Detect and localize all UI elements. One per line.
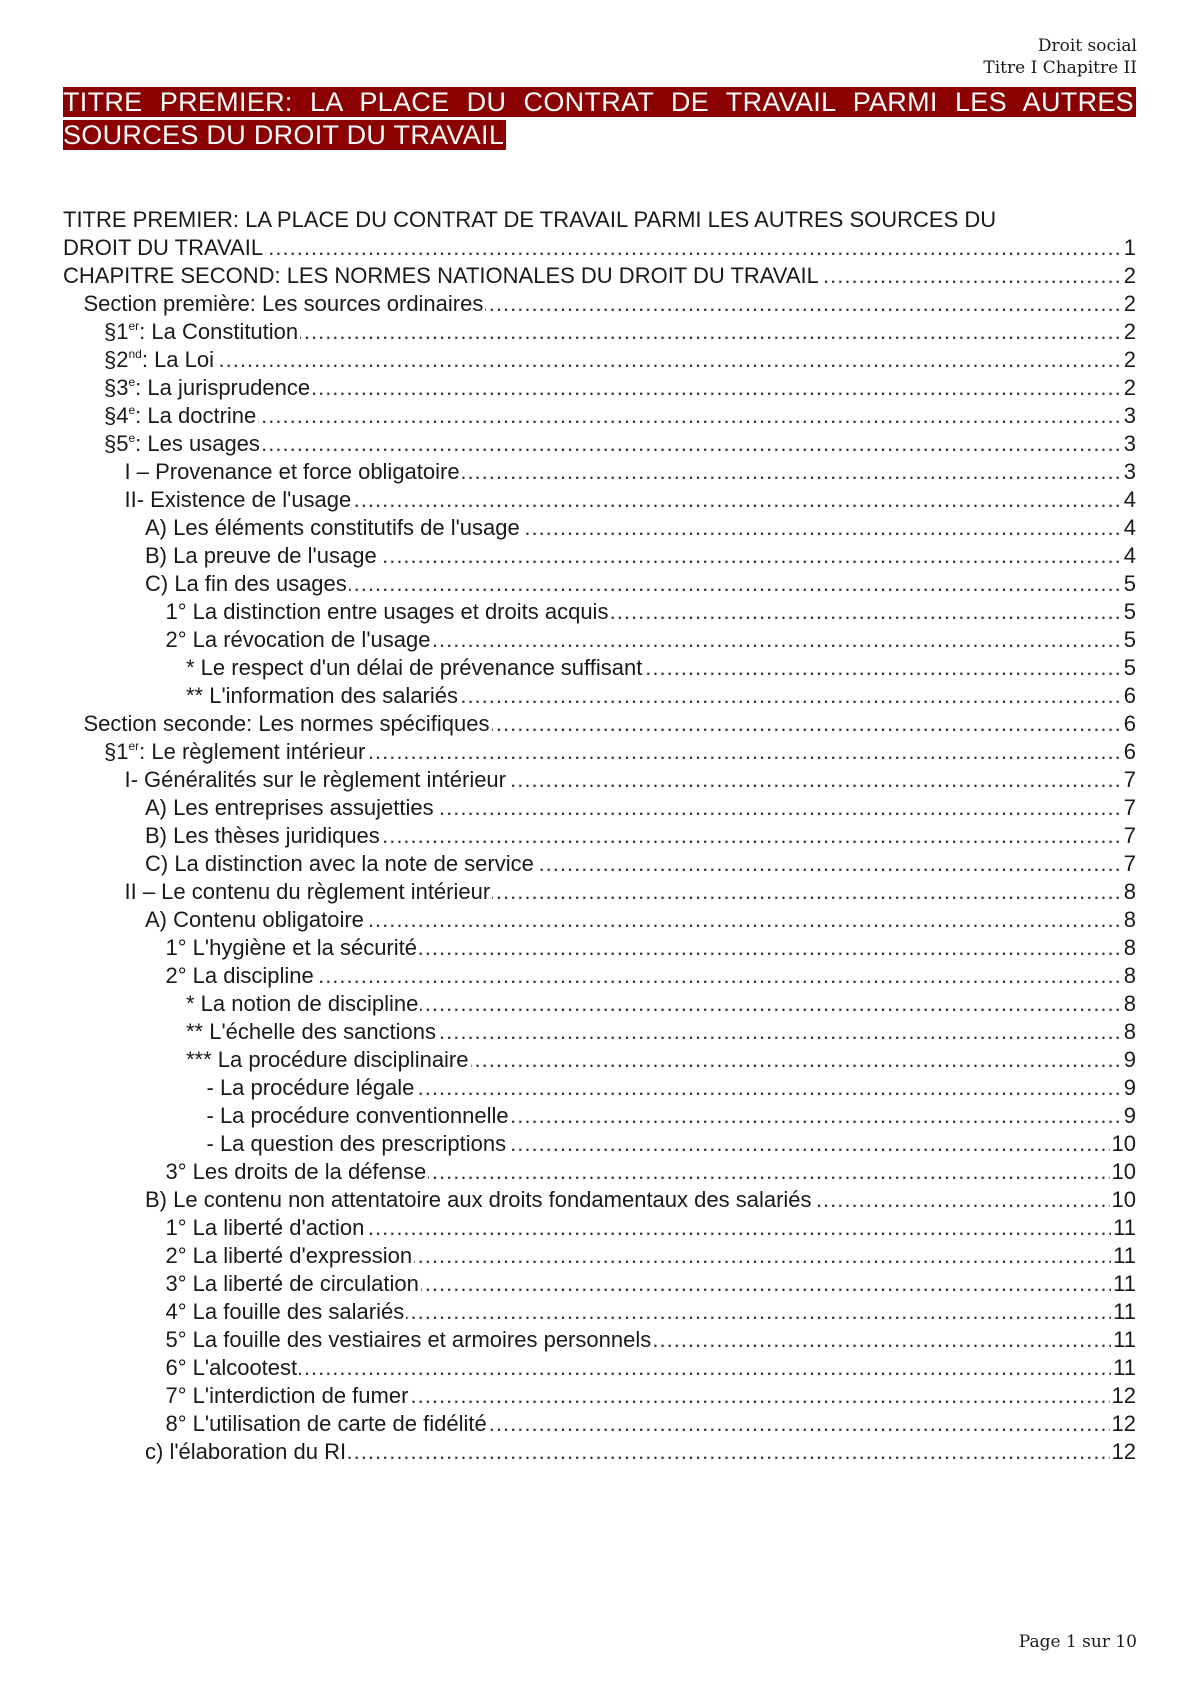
main-title-text: TITRE PREMIER: LA PLACE DU CONTRAT DE TRAVAIL PARMI LES AUTRES SOURCES DU DROIT DU TRAVAIL xyxy=(63,87,1134,150)
toc-entry-page: 9 xyxy=(1123,1103,1136,1128)
toc-entry-page: 12 xyxy=(1111,1411,1136,1436)
toc-entry-label: 1° La distinction entre usages et droits acquis xyxy=(165,599,609,624)
toc-entry[interactable] xyxy=(63,1410,1136,1438)
toc-entry-label: §1er: La Constitution xyxy=(104,319,299,344)
toc-entry-page: 4 xyxy=(1123,515,1136,540)
toc-entry-label: ** L'information des salariés xyxy=(186,683,459,708)
toc-entry-label: - La question des prescriptions xyxy=(206,1131,507,1156)
toc-entry-page: 3 xyxy=(1123,431,1136,456)
toc-entry-page: 7 xyxy=(1123,823,1136,848)
toc-entry-page: 9 xyxy=(1123,1047,1136,1072)
toc-entry-label: *** La procédure disciplinaire xyxy=(186,1047,469,1072)
toc-entry[interactable] xyxy=(63,1130,1136,1158)
toc-entry-page: 5 xyxy=(1123,627,1136,652)
toc-entry-page: 5 xyxy=(1123,599,1136,624)
toc-entry[interactable] xyxy=(63,486,1136,514)
toc-entry-page: 7 xyxy=(1123,795,1136,820)
toc-entry-page: 12 xyxy=(1111,1439,1136,1464)
toc-entry-page: 3 xyxy=(1123,459,1136,484)
toc-entry-page: 4 xyxy=(1123,543,1136,568)
toc-entry[interactable] xyxy=(63,1326,1136,1354)
toc-entry-label: I – Provenance et force obligatoire xyxy=(124,459,460,484)
toc-entry[interactable] xyxy=(63,766,1136,794)
toc-entry-label: C) La distinction avec la note de service xyxy=(145,851,534,876)
toc-entry-page: 11 xyxy=(1113,1215,1136,1240)
toc-entry[interactable] xyxy=(63,346,1136,374)
toc-entry[interactable] xyxy=(63,430,1136,458)
toc-entry-label: B) La preuve de l'usage xyxy=(145,543,377,568)
toc-entry[interactable] xyxy=(63,290,1136,318)
toc-entry-label: - La procédure légale xyxy=(206,1075,415,1100)
toc-entry-page: 11 xyxy=(1113,1299,1136,1324)
page-number: Page 1 sur 10 xyxy=(1018,1632,1137,1652)
toc-entry-page: 2 xyxy=(1123,375,1136,400)
toc-entry[interactable] xyxy=(63,1298,1136,1326)
toc-entry[interactable] xyxy=(63,374,1136,402)
toc-entry-label: §4e: La doctrine xyxy=(104,403,257,428)
toc-entry[interactable] xyxy=(63,1074,1136,1102)
toc-entry-label: 3° Les droits de la défense xyxy=(165,1159,427,1184)
toc-entry[interactable] xyxy=(63,458,1136,486)
toc-entry[interactable] xyxy=(63,598,1136,626)
toc-entry-label: 2° La révocation de l'usage xyxy=(165,627,431,652)
toc-entry[interactable] xyxy=(63,1242,1136,1270)
toc-entry-page: 5 xyxy=(1123,571,1136,596)
toc-entry[interactable] xyxy=(63,206,1136,262)
toc-entry-page: 10 xyxy=(1111,1131,1136,1156)
main-title xyxy=(63,86,1136,152)
toc-entry-line-2: DROIT DU TRAVAIL xyxy=(63,235,264,260)
toc-entry-page: 1 xyxy=(1123,235,1136,260)
toc-entry[interactable] xyxy=(63,906,1136,934)
toc-entry-label: CHAPITRE SECOND: LES NORMES NATIONALES DU DROIT DU TRAVAIL xyxy=(63,263,819,288)
toc-entry-label: A) Contenu obligatoire xyxy=(145,907,364,932)
toc-entry-label: II – Le contenu du règlement intérieur xyxy=(124,879,491,904)
toc-entry[interactable] xyxy=(63,710,1136,738)
toc-entry[interactable] xyxy=(63,1354,1136,1382)
toc-entry[interactable] xyxy=(63,794,1136,822)
header-line-1: Droit social xyxy=(1037,36,1137,56)
toc-entry-page: 8 xyxy=(1123,991,1136,1016)
toc-entry-page: 11 xyxy=(1113,1327,1136,1352)
toc-entry[interactable] xyxy=(63,1438,1136,1466)
toc-entry-line-1: TITRE PREMIER: LA PLACE DU CONTRAT DE TRAVAIL PARMI LES AUTRES SOURCES DU xyxy=(63,207,997,232)
toc-entry-page: 2 xyxy=(1123,291,1136,316)
toc-entry-label: C) La fin des usages xyxy=(145,571,347,596)
toc-entry-label: §5e: Les usages xyxy=(104,431,260,456)
toc-entry-label: - La procédure conventionnelle xyxy=(206,1103,509,1128)
toc-entry-label: 3° La liberté de circulation xyxy=(165,1271,419,1296)
toc-entry-label: 2° La liberté d'expression xyxy=(165,1243,413,1268)
toc-entry-page: 10 xyxy=(1111,1187,1136,1212)
toc-entry-page: 8 xyxy=(1123,907,1136,932)
toc-entry-label: B) Les thèses juridiques xyxy=(145,823,380,848)
running-header xyxy=(983,35,1137,79)
toc-entry[interactable] xyxy=(63,262,1136,290)
toc-entry-label: 7° L'interdiction de fumer xyxy=(165,1383,409,1408)
toc-entry-label: ** L'échelle des sanctions xyxy=(186,1019,437,1044)
toc-entry-page: 4 xyxy=(1123,487,1136,512)
toc-entry-label: A) Les éléments constitutifs de l'usage xyxy=(145,515,520,540)
toc-entry-page: 2 xyxy=(1123,347,1136,372)
toc-entry[interactable] xyxy=(63,822,1136,850)
toc-entry-page: 2 xyxy=(1123,319,1136,344)
toc-entry-page: 8 xyxy=(1123,879,1136,904)
header-line-2: Titre I Chapitre II xyxy=(983,58,1137,78)
toc-entry-page: 8 xyxy=(1123,1019,1136,1044)
toc-entry-label: §1er: Le règlement intérieur xyxy=(104,739,366,764)
toc-entry-label: 6° L'alcootest xyxy=(165,1355,298,1380)
toc-entry-page: 7 xyxy=(1123,767,1136,792)
toc-entry-label: §2nd: La Loi xyxy=(104,347,215,372)
toc-entry[interactable] xyxy=(63,962,1136,990)
toc-entry-page: 12 xyxy=(1111,1383,1136,1408)
toc-entry-label: 2° La discipline xyxy=(165,963,314,988)
toc-entry-label: * La notion de discipline xyxy=(186,991,419,1016)
toc-entry-label: A) Les entreprises assujetties xyxy=(145,795,434,820)
toc-entry-page: 10 xyxy=(1111,1159,1136,1184)
toc-entry-page: 7 xyxy=(1123,851,1136,876)
toc-entry[interactable] xyxy=(63,682,1136,710)
toc-entry[interactable] xyxy=(63,850,1136,878)
toc-entry[interactable] xyxy=(63,514,1136,542)
toc-entry-label: 1° La liberté d'action xyxy=(165,1215,365,1240)
toc-entry[interactable] xyxy=(63,1158,1136,1186)
toc-entry-page: 8 xyxy=(1123,935,1136,960)
toc-entry-page: 6 xyxy=(1123,683,1136,708)
toc-entry-page: 11 xyxy=(1113,1271,1136,1296)
toc-entry[interactable] xyxy=(63,1046,1136,1074)
toc-entry[interactable] xyxy=(63,1382,1136,1410)
toc-entry-label: c) l'élaboration du RI xyxy=(145,1439,347,1464)
toc-entry-page: 8 xyxy=(1123,963,1136,988)
toc-entry[interactable] xyxy=(63,878,1136,906)
toc-entry-page: 6 xyxy=(1123,739,1136,764)
toc-entry-label: I- Généralités sur le règlement intérieur xyxy=(124,767,506,792)
toc-entry-label: II- Existence de l'usage xyxy=(124,487,352,512)
toc-entry-label: * Le respect d'un délai de prévenance suffisant xyxy=(186,655,643,680)
toc-entry-label: 8° L'utilisation de carte de fidélité xyxy=(165,1411,487,1436)
toc-entry-label: Section seconde: Les normes spécifiques xyxy=(83,711,490,736)
toc-entry-page: 11 xyxy=(1113,1243,1136,1268)
toc-entry-label: 5° La fouille des vestiaires et armoires personnels xyxy=(165,1327,652,1352)
toc-entry-label: 1° L'hygiène et la sécurité xyxy=(165,935,417,960)
toc-entry-label: B) Le contenu non attentatoire aux droits fondamentaux des salariés xyxy=(145,1187,812,1212)
toc-entry[interactable] xyxy=(63,1214,1136,1242)
toc-entry-label xyxy=(63,206,1136,262)
toc-entry[interactable] xyxy=(63,1186,1136,1214)
toc-entry[interactable] xyxy=(63,542,1136,570)
toc-entry-page: 2 xyxy=(1123,263,1136,288)
toc-entry-page: 3 xyxy=(1123,403,1136,428)
toc-entry[interactable] xyxy=(63,1270,1136,1298)
toc-entry[interactable] xyxy=(63,934,1136,962)
toc-entry[interactable] xyxy=(63,402,1136,430)
toc-entry[interactable] xyxy=(63,738,1136,766)
toc-entry[interactable] xyxy=(63,654,1136,682)
toc-entry[interactable] xyxy=(63,570,1136,598)
toc-entry[interactable] xyxy=(63,318,1136,346)
toc-entry-page: 5 xyxy=(1123,655,1136,680)
toc-entry[interactable] xyxy=(63,990,1136,1018)
toc-entry[interactable] xyxy=(63,1018,1136,1046)
toc-entry-page: 9 xyxy=(1123,1075,1136,1100)
toc-entry-label: §3e: La jurisprudence xyxy=(104,375,311,400)
toc-entry-page: 11 xyxy=(1113,1355,1136,1380)
toc-entry-label: 4° La fouille des salariés xyxy=(165,1299,405,1324)
toc-entry-page: 6 xyxy=(1123,711,1136,736)
table-of-contents xyxy=(63,206,1136,1466)
toc-entry[interactable] xyxy=(63,626,1136,654)
toc-entry[interactable] xyxy=(63,1102,1136,1130)
toc-entry-label: Section première: Les sources ordinaires xyxy=(83,291,484,316)
